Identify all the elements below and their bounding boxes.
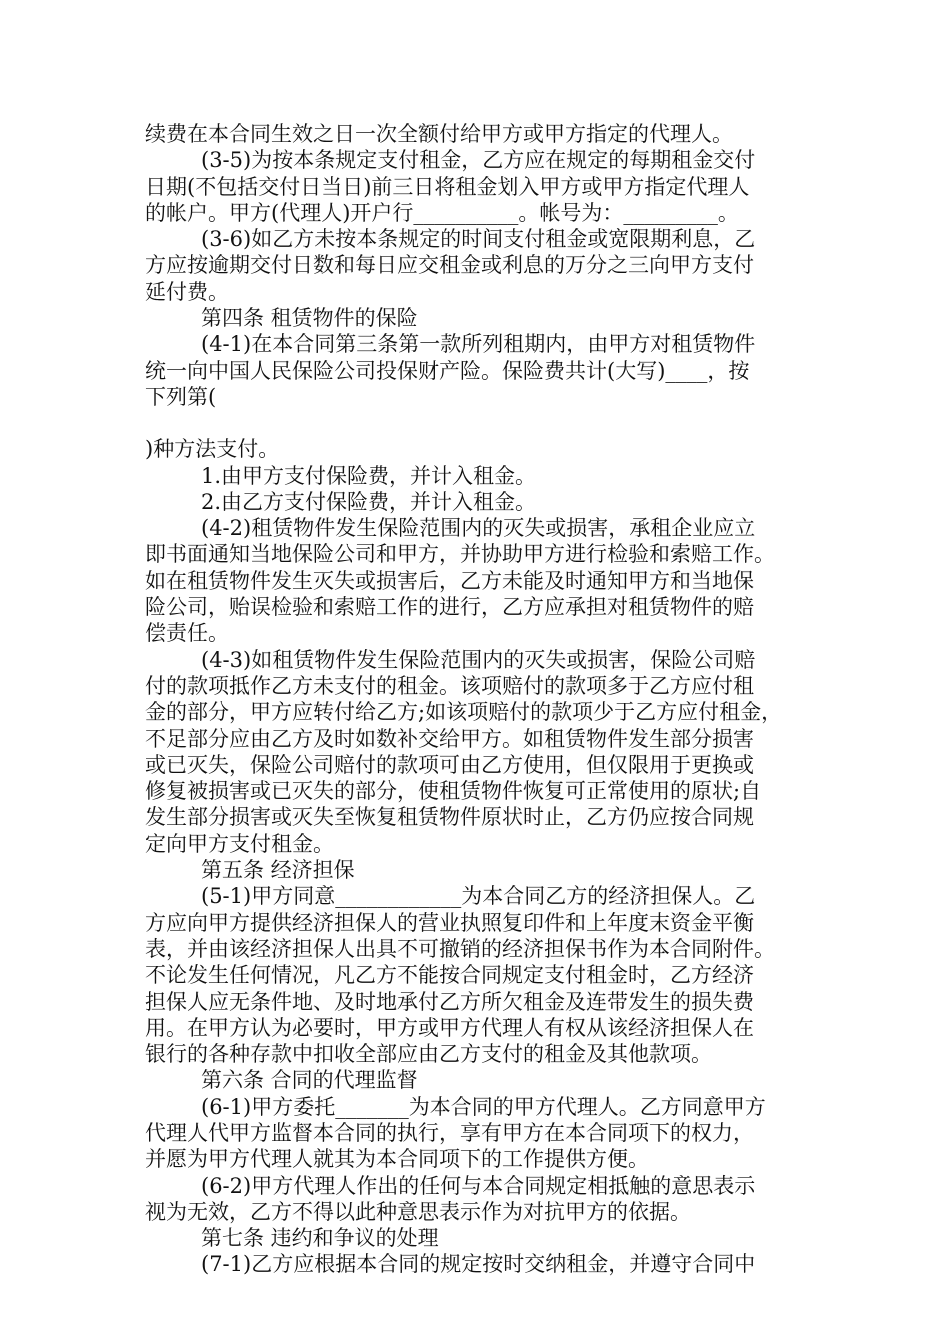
text-line: 1.由甲方支付保险费，并计入租金。 bbox=[201, 463, 537, 488]
text-line: 不足部分应由乙方及时如数补交给甲方。如租赁物件发生部分损害 bbox=[145, 726, 754, 751]
text-line: (6-1)甲方委托_______为本合同的甲方代理人。乙方同意甲方 bbox=[201, 1094, 766, 1119]
text-line: 即书面通知当地保险公司和甲方，并协助甲方进行检验和索赔工作。 bbox=[145, 542, 775, 567]
text-line: 用。在甲方认为必要时，甲方或甲方代理人有权从该经济担保人在 bbox=[145, 1015, 754, 1040]
text-line: 续费在本合同生效之日一次全额付给甲方或甲方指定的代理人。 bbox=[145, 122, 733, 146]
text-line: (3-5)为按本条规定支付租金，乙方应在规定的每期租金交付 bbox=[201, 148, 756, 173]
text-line: (6-2)甲方代理人作出的任何与本合同规定相抵触的意思表示 bbox=[201, 1173, 756, 1198]
text-line: 如在租赁物件发生灭失或损害后，乙方未能及时通知甲方和当地保 bbox=[145, 568, 754, 593]
text-line: 第五条 经济担保 bbox=[201, 858, 355, 883]
text-line: 第四条 租赁物件的保险 bbox=[201, 306, 418, 331]
text-line: 方应向甲方提供经济担保人的营业执照复印件和上年度末资金平衡 bbox=[145, 910, 754, 935]
text-line: (5-1)甲方同意____________为本合同乙方的经济担保人。乙 bbox=[201, 884, 756, 909]
text-line: (4-2)租赁物件发生保险范围内的灭失或损害，承租企业应立 bbox=[201, 516, 756, 541]
text-line: 第六条 合同的代理监督 bbox=[201, 1068, 418, 1093]
text-line: 2.由乙方支付保险费，并计入租金。 bbox=[201, 489, 537, 514]
text-line: 定向甲方支付租金。 bbox=[145, 831, 334, 856]
text-line: 方应按逾期交付日数和每日应交租金或利息的万分之三向甲方支付 bbox=[145, 253, 754, 278]
text-line: 表，并由该经济担保人出具不可撤销的经济担保书作为本合同附件。 bbox=[145, 936, 775, 961]
text-line: 日期(不包括交付日当日)前三日将租金划入甲方或甲方指定代理人 bbox=[145, 174, 750, 199]
text-line: 第七条 违约和争议的处理 bbox=[201, 1226, 439, 1251]
text-line: 付的款项抵作乙方未支付的租金。该项赔付的款项多于乙方应付租 bbox=[145, 673, 754, 698]
text-line: (7-1)乙方应根据本合同的规定按时交纳租金，并遵守合同中 bbox=[201, 1252, 756, 1277]
text-line: 统一向中国人民保险公司投保财产险。保险费共计(大写)____，按 bbox=[145, 358, 750, 383]
text-line: 视为无效，乙方不得以此种意思表示作为对抗甲方的依据。 bbox=[145, 1199, 691, 1224]
text-line: 险公司，贻误检验和索赔工作的进行，乙方应承担对租赁物件的赔 bbox=[145, 595, 754, 620]
text-line: 发生部分损害或灭失至恢复租赁物件原状时止，乙方仍应按合同规 bbox=[145, 805, 754, 830]
text-line: 银行的各种存款中扣收全部应由乙方支付的租金及其他款项。 bbox=[145, 1042, 712, 1067]
text-line: 修复被损害或已灭失的部分，使租赁物件恢复可正常使用的原状;自 bbox=[145, 779, 762, 804]
text-line: 代理人代甲方监督本合同的执行，享有甲方在本合同项下的权力， bbox=[145, 1120, 754, 1145]
text-line: 下列第( bbox=[145, 384, 217, 409]
text-line: )种方法支付。 bbox=[145, 437, 280, 462]
text-line: 延付费。 bbox=[145, 279, 229, 304]
text-line: 并愿为甲方代理人就其为本合同项下的工作提供方便。 bbox=[145, 1147, 649, 1172]
text-line: 担保人应无条件地、及时地承付乙方所欠租金及连带发生的损失费 bbox=[145, 989, 754, 1014]
text-line: (3-6)如乙方未按本条规定的时间支付租金或宽限期利息，乙 bbox=[201, 227, 756, 252]
document-body bbox=[145, 121, 810, 1278]
text-line: 偿责任。 bbox=[145, 621, 229, 646]
text-line: (4-3)如租赁物件发生保险范围内的灭失或损害，保险公司赔 bbox=[201, 647, 756, 672]
text-line: 不论发生任何情况，凡乙方不能按合同规定支付租金时，乙方经济 bbox=[145, 963, 754, 988]
text-line: 金的部分，甲方应转付给乙方;如该项赔付的款项少于乙方应付租金， bbox=[145, 700, 783, 725]
text-line: 或已灭失，保险公司赔付的款项可由乙方使用，但仅限用于更换或 bbox=[145, 752, 754, 777]
text-line: (4-1)在本合同第三条第一款所列租期内，由甲方对租赁物件 bbox=[201, 332, 756, 357]
text-line: 的帐户。甲方(代理人)开户行__________。帐号为：_________。 bbox=[145, 200, 739, 225]
